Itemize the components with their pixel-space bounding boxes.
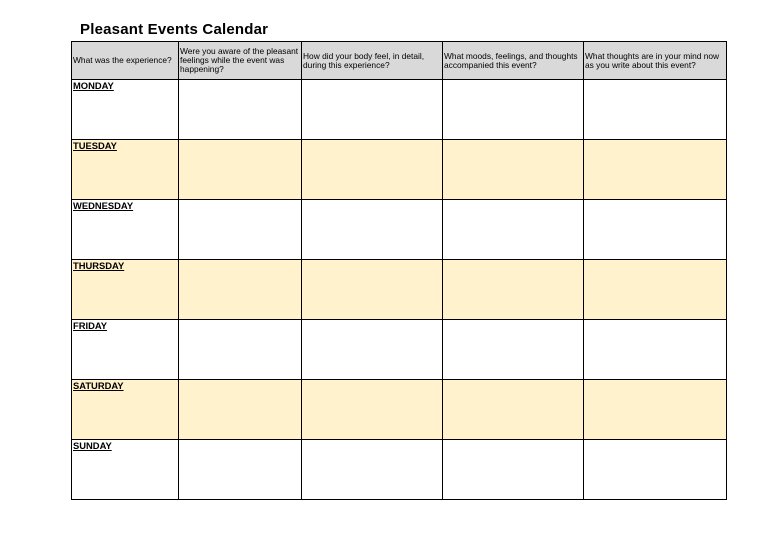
day-cell[interactable] xyxy=(72,440,179,500)
entry-cell[interactable] xyxy=(443,200,584,260)
table-row xyxy=(72,320,727,380)
header-awareness: Were you aware of the pleasant feelings while the event was happening? xyxy=(179,42,302,80)
header-row xyxy=(72,42,727,80)
entry-cell[interactable] xyxy=(302,440,443,500)
entry-cell[interactable] xyxy=(443,80,584,140)
entry-cell[interactable] xyxy=(179,200,302,260)
entry-cell[interactable] xyxy=(584,440,727,500)
entry-cell[interactable] xyxy=(302,380,443,440)
table-row xyxy=(72,140,727,200)
entry-cell[interactable] xyxy=(302,260,443,320)
day-cell[interactable] xyxy=(72,200,179,260)
day-cell[interactable] xyxy=(72,80,179,140)
header-experience: What was the experience? xyxy=(72,42,179,80)
entry-cell[interactable] xyxy=(443,260,584,320)
day-label: SATURDAY xyxy=(73,380,124,391)
entry-cell[interactable] xyxy=(179,80,302,140)
entry-cell[interactable] xyxy=(443,440,584,500)
table-row xyxy=(72,260,727,320)
entry-cell[interactable] xyxy=(584,260,727,320)
page-title: Pleasant Events Calendar xyxy=(80,21,269,38)
table-row xyxy=(72,440,727,500)
entry-cell[interactable] xyxy=(584,80,727,140)
day-label: THURSDAY xyxy=(73,260,125,271)
day-cell[interactable] xyxy=(72,320,179,380)
day-label: MONDAY xyxy=(73,80,114,91)
entry-cell[interactable] xyxy=(179,260,302,320)
table-row xyxy=(72,80,727,140)
table-row xyxy=(72,200,727,260)
entry-cell[interactable] xyxy=(584,140,727,200)
day-label: WEDNESDAY xyxy=(73,200,134,211)
day-cell[interactable] xyxy=(72,140,179,200)
entry-cell[interactable] xyxy=(584,200,727,260)
day-cell[interactable] xyxy=(72,260,179,320)
header-moods: What moods, feelings, and thoughts accompanied this event? xyxy=(443,42,584,80)
entry-cell[interactable] xyxy=(584,320,727,380)
day-cell[interactable] xyxy=(72,380,179,440)
entry-cell[interactable] xyxy=(302,80,443,140)
entry-cell[interactable] xyxy=(179,140,302,200)
entry-cell[interactable] xyxy=(302,320,443,380)
day-label: FRIDAY xyxy=(73,320,108,331)
entry-cell[interactable] xyxy=(179,380,302,440)
entry-cell[interactable] xyxy=(179,320,302,380)
day-label: TUESDAY xyxy=(73,140,117,151)
events-table xyxy=(71,41,727,500)
entry-cell[interactable] xyxy=(584,380,727,440)
header-body: How did your body feel, in detail, during this experience? xyxy=(302,42,443,80)
header-thoughts-now: What thoughts are in your mind now as you write about this event? xyxy=(584,42,727,80)
entry-cell[interactable] xyxy=(443,380,584,440)
entry-cell[interactable] xyxy=(302,200,443,260)
entry-cell[interactable] xyxy=(179,440,302,500)
entry-cell[interactable] xyxy=(443,320,584,380)
table-row xyxy=(72,380,727,440)
entry-cell[interactable] xyxy=(302,140,443,200)
entry-cell[interactable] xyxy=(443,140,584,200)
day-label: SUNDAY xyxy=(73,440,112,451)
